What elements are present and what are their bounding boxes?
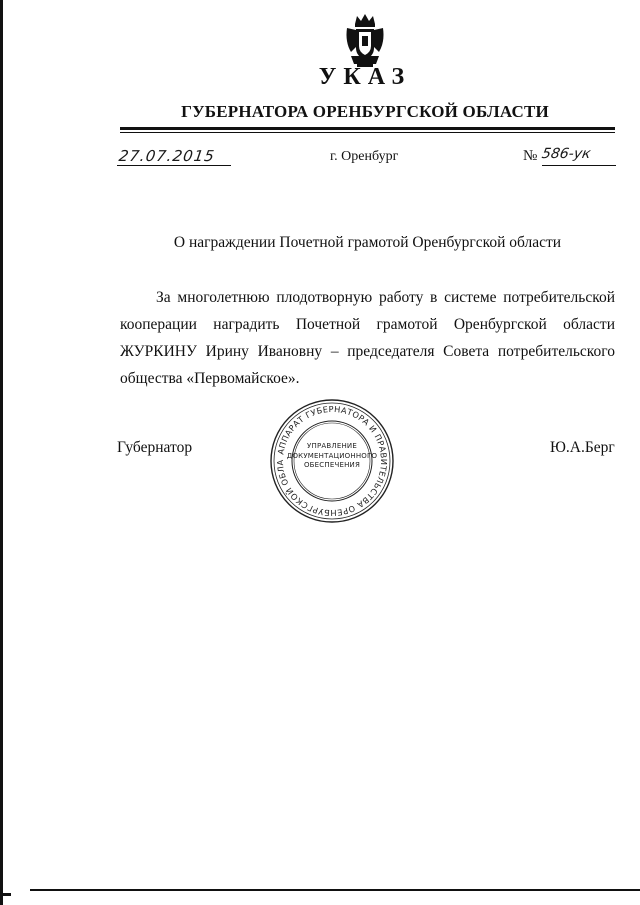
number-label: №: [523, 148, 538, 164]
left-margin-bar: [0, 0, 3, 905]
signer-name: Ю.А.Берг: [550, 439, 615, 456]
seal-center-line-1: УПРАВЛЕНИЕ: [307, 442, 357, 450]
decree-paragraph: За многолетнюю плодотворную работу в системе потребительской кооперации наградить Почетной грамотой Оренбургской области ЖУРКИНУ Ирину Ивановну – председателя Совета потребительского общества «Первомайское».: [120, 289, 615, 387]
document-subtitle: ГУБЕРНАТОРА ОРЕНБУРГСКОЙ ОБЛАСТИ: [181, 102, 549, 121]
date-underline: [117, 165, 231, 166]
left-margin-bar-stub: [3, 893, 11, 896]
seal-ring-text: АППАРАТ ГУБЕРНАТОРА И ПРАВИТЕЛЬСТВА ОРЕНБУРГСКОЙ ОБЛА: [274, 403, 390, 519]
number-underline: [542, 165, 616, 166]
document-title: УКАЗ: [318, 64, 412, 90]
number-field: [542, 146, 616, 168]
date-field: [117, 146, 231, 168]
number-value: 586-ук: [540, 146, 592, 162]
coat-of-arms-icon: [343, 12, 387, 68]
date-value: 27.07.2015: [117, 147, 217, 165]
seal-center-text: [269, 442, 395, 471]
seal-center-line-3: ОБЕСПЕЧЕНИЯ: [303, 461, 361, 469]
decree-heading: О награждении Почетной грамотой Оренбургской области: [173, 234, 562, 251]
signer-role: Губернатор: [117, 439, 193, 456]
bottom-rule: [30, 889, 640, 891]
official-seal: [269, 398, 395, 524]
header-rule-thick: [120, 127, 615, 130]
city-label: г. Оренбург: [330, 149, 399, 164]
seal-center-line-2: ДОКУМЕНТАЦИОННОГО: [286, 451, 378, 460]
header-rule-thin: [120, 132, 615, 133]
